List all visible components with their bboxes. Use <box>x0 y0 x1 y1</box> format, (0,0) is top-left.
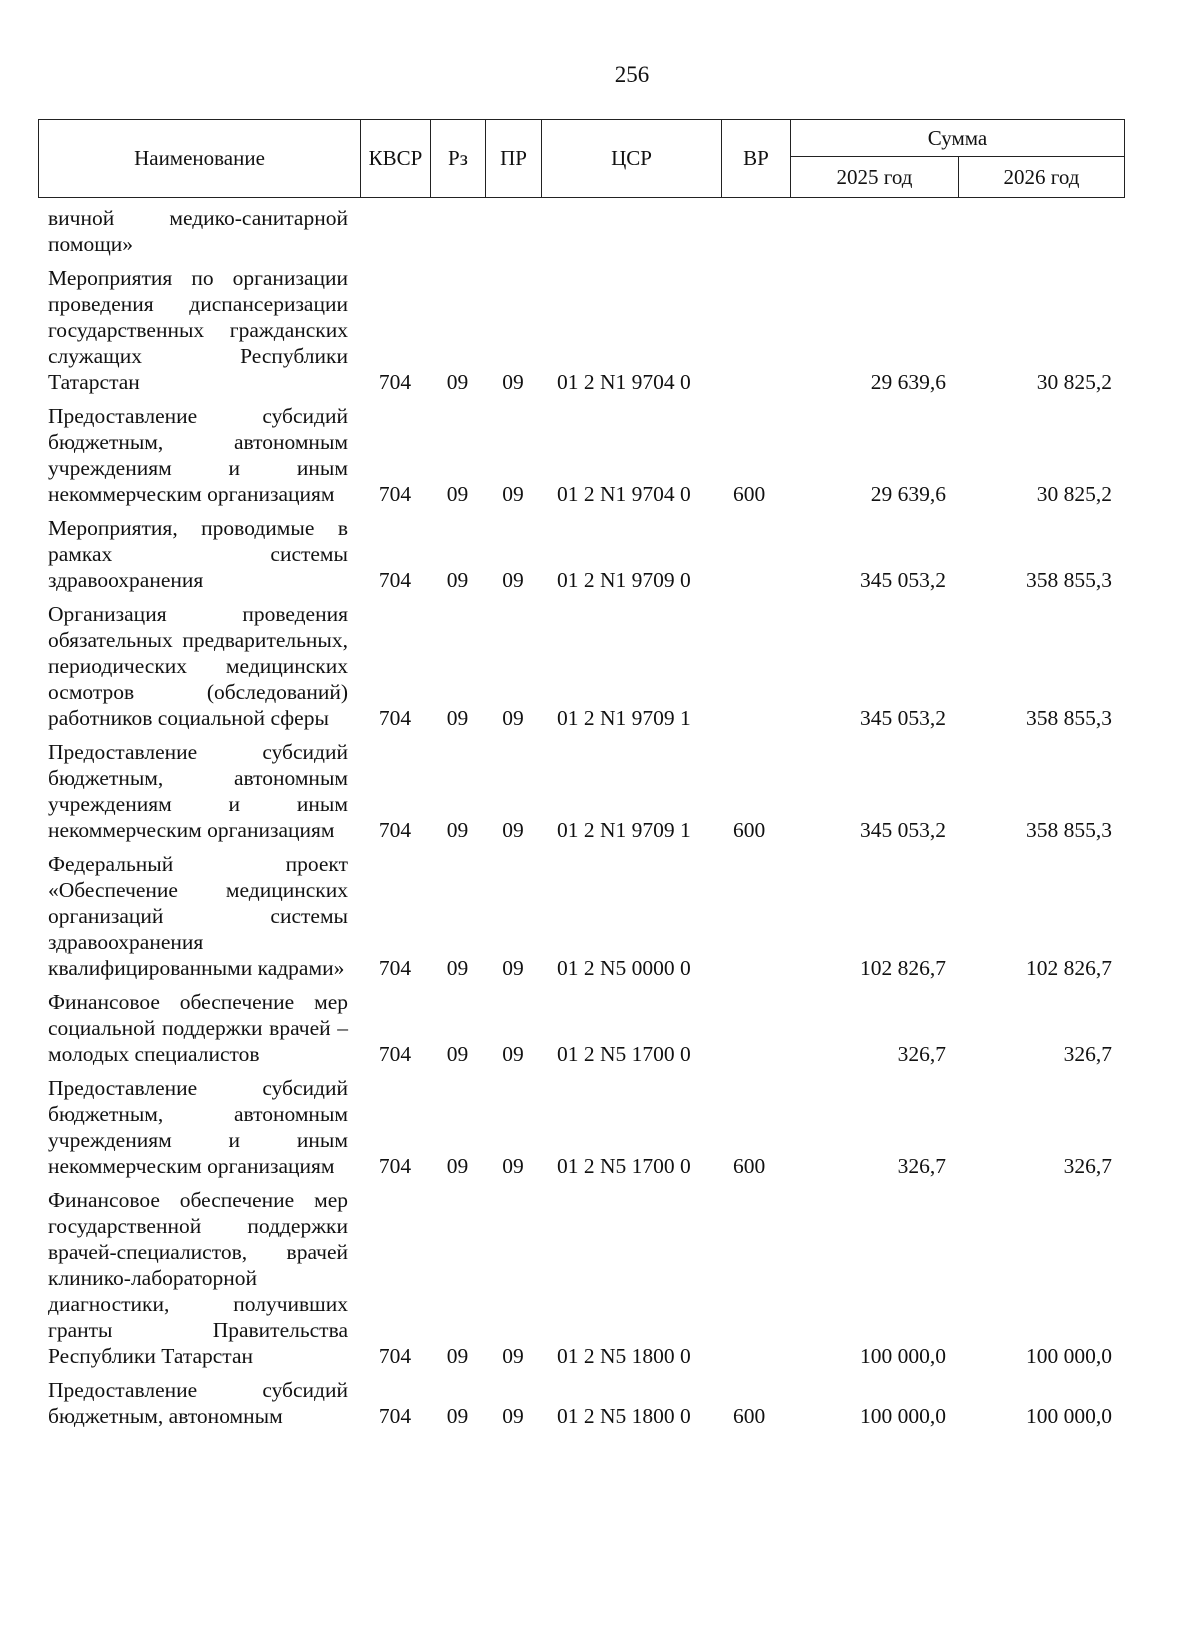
cell-2026: 326,7 <box>1063 1042 1112 1066</box>
cell-2025: 29 639,6 <box>870 370 946 394</box>
cell-2026: 100 000,0 <box>1026 1344 1112 1368</box>
cell-name: Федеральный проект «Обеспечение медицинских организаций системы здравоохранения квалифицированными кадрами» <box>48 852 348 980</box>
cell-name: Организация проведения обязательных предварительных, периодических медицинских осмотров (обследований) работников социальной сферы <box>48 602 348 730</box>
cell-name: Финансовое обеспечение мер социальной поддержки врачей – молодых специалистов <box>48 990 348 1066</box>
cell-vr: 600 <box>733 1404 766 1428</box>
table-row <box>38 395 1124 507</box>
table-body <box>38 205 1124 1429</box>
cell-name: Предоставление субсидий бюджетным, автономным учреждениям и иным некоммерческим организациям <box>48 740 348 842</box>
table-row <box>38 1067 1124 1179</box>
header-vr: ВР <box>722 120 791 198</box>
cell-kvsr <box>360 205 430 257</box>
cell-2026 <box>958 205 1124 257</box>
cell-pr: 09 <box>502 568 524 592</box>
cell-name: Предоставление субсидий бюджетным, автономным учреждениям и иным некоммерческим организациям <box>48 1076 348 1178</box>
header-csr: ЦСР <box>542 120 722 198</box>
cell-rz: 09 <box>446 1042 469 1066</box>
cell-rz: 09 <box>446 568 469 592</box>
cell-name: Мероприятия по организации проведения диспансеризации государственных гражданских служащих Республики Татарстан <box>48 266 348 394</box>
cell-2026: 30 825,2 <box>1036 482 1112 506</box>
cell-rz: 09 <box>446 706 469 730</box>
cell-vr: 600 <box>733 1154 766 1178</box>
cell-rz: 09 <box>446 956 469 980</box>
cell-kvsr: 704 <box>378 1404 412 1428</box>
cell-pr: 09 <box>502 956 524 980</box>
cell-name: Финансовое обеспечение мер государственной поддержки врачей-специалистов, врачей клинико-лабораторной диагностики, получивших гранты Правительства Республики Татарстан <box>48 1188 348 1368</box>
cell-rz: 09 <box>446 818 469 842</box>
cell-csr: 01 2 N1 9709 1 <box>557 706 691 730</box>
cell-pr: 09 <box>502 818 524 842</box>
cell-name: вичной медико-санитарной помощи» <box>48 206 348 256</box>
table-header <box>38 119 1125 198</box>
cell-vr <box>721 593 790 731</box>
table-row <box>38 205 1124 257</box>
cell-rz: 09 <box>446 370 469 394</box>
cell-pr: 09 <box>502 1344 524 1368</box>
cell-pr: 09 <box>502 1042 524 1066</box>
cell-2026: 30 825,2 <box>1036 370 1112 394</box>
cell-2025 <box>790 205 958 257</box>
cell-vr <box>721 205 790 257</box>
cell-kvsr: 704 <box>378 818 412 842</box>
cell-kvsr: 704 <box>378 956 412 980</box>
cell-2026: 326,7 <box>1063 1154 1112 1178</box>
cell-vr <box>721 1179 790 1369</box>
cell-name: Предоставление субсидий бюджетным, автономным <box>48 1378 348 1428</box>
cell-2025: 100 000,0 <box>860 1344 946 1368</box>
cell-name: Предоставление субсидий бюджетным, автономным учреждениям и иным некоммерческим организациям <box>48 404 348 506</box>
cell-2025: 345 053,2 <box>860 568 946 592</box>
cell-pr: 09 <box>502 482 524 506</box>
cell-vr: 600 <box>733 482 766 506</box>
header-pr: ПР <box>486 120 542 198</box>
header-year-2025: 2025 год <box>791 157 959 198</box>
cell-rz: 09 <box>446 482 469 506</box>
cell-csr: 01 2 N5 1700 0 <box>557 1154 691 1178</box>
cell-csr: 01 2 N5 1700 0 <box>557 1042 691 1066</box>
table-row <box>38 507 1124 593</box>
cell-2025: 102 826,7 <box>860 956 946 980</box>
cell-2025: 29 639,6 <box>870 482 946 506</box>
cell-2026: 100 000,0 <box>1026 1404 1112 1428</box>
cell-pr: 09 <box>502 1404 524 1428</box>
header-name: Наименование <box>39 120 361 198</box>
cell-2026: 102 826,7 <box>1026 956 1112 980</box>
cell-kvsr: 704 <box>378 1344 412 1368</box>
cell-csr: 01 2 N5 0000 0 <box>557 956 691 980</box>
cell-vr: 600 <box>733 818 766 842</box>
cell-2025: 100 000,0 <box>860 1404 946 1428</box>
header-sum: Сумма <box>791 120 1125 157</box>
table-row <box>38 1179 1124 1369</box>
cell-csr: 01 2 N1 9709 1 <box>557 818 691 842</box>
cell-2026: 358 855,3 <box>1026 568 1112 592</box>
cell-csr: 01 2 N1 9704 0 <box>557 482 691 506</box>
cell-2025: 326,7 <box>897 1154 946 1178</box>
cell-kvsr: 704 <box>378 1154 412 1178</box>
cell-kvsr: 704 <box>378 370 412 394</box>
cell-rz: 09 <box>446 1154 469 1178</box>
header-rz: Рз <box>431 120 486 198</box>
table-row <box>38 843 1124 981</box>
header-kvsr: КВСР <box>361 120 431 198</box>
cell-2025: 326,7 <box>897 1042 946 1066</box>
table-row <box>38 981 1124 1067</box>
cell-csr <box>541 205 721 257</box>
cell-rz: 09 <box>446 1344 469 1368</box>
cell-2026: 358 855,3 <box>1026 818 1112 842</box>
table-row <box>38 731 1124 843</box>
table-rows <box>38 205 1124 1429</box>
header-year-2026: 2026 год <box>959 157 1125 198</box>
cell-pr <box>485 205 541 257</box>
cell-kvsr: 704 <box>378 482 412 506</box>
cell-csr: 01 2 N5 1800 0 <box>557 1404 691 1428</box>
cell-csr: 01 2 N5 1800 0 <box>557 1344 691 1368</box>
cell-csr: 01 2 N1 9709 0 <box>557 568 691 592</box>
page-number: 256 <box>614 62 650 87</box>
cell-kvsr: 704 <box>378 1042 412 1066</box>
cell-vr <box>721 981 790 1067</box>
cell-2025: 345 053,2 <box>860 818 946 842</box>
cell-pr: 09 <box>502 370 524 394</box>
table-row <box>38 593 1124 731</box>
cell-2025: 345 053,2 <box>860 706 946 730</box>
table-row <box>38 1369 1124 1429</box>
cell-pr: 09 <box>502 1154 524 1178</box>
cell-rz <box>430 205 485 257</box>
cell-vr <box>721 843 790 981</box>
cell-rz: 09 <box>446 1404 469 1428</box>
cell-kvsr: 704 <box>378 706 412 730</box>
cell-kvsr: 704 <box>378 568 412 592</box>
cell-vr <box>721 507 790 593</box>
cell-pr: 09 <box>502 706 524 730</box>
cell-name: Мероприятия, проводимые в рамках системы здравоохранения <box>48 516 348 592</box>
cell-vr <box>721 257 790 395</box>
cell-csr: 01 2 N1 9704 0 <box>557 370 691 394</box>
cell-2026: 358 855,3 <box>1026 706 1112 730</box>
table-row <box>38 257 1124 395</box>
